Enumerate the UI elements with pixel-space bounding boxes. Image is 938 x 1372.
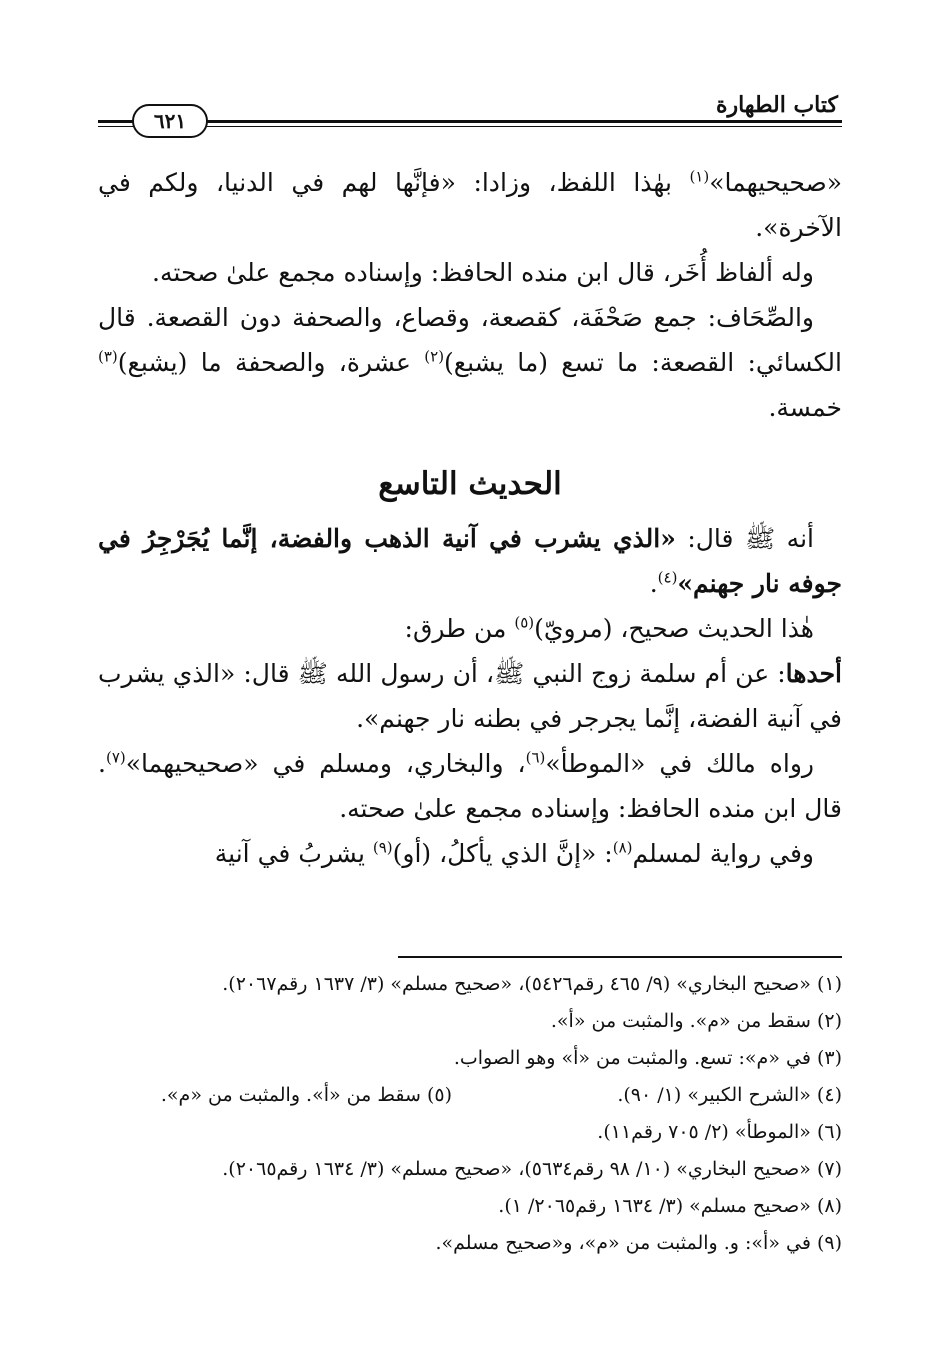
footnote-5: (٥) سقط من «أ». والمثبت من «م». xyxy=(160,1084,452,1106)
text-span: . قال ابن منده الحافظ: وإسناده مجمع علىٰ صحته. xyxy=(98,749,842,823)
footnote-7: (٧) «صحيح البخاري» (١٠/ ٩٨ رقم٥٦٣٤)، «صحيح مسلم» (٣/ ١٦٣٤ رقم٢٠٦٥). xyxy=(222,1158,842,1180)
footnote-1: (١) «صحيح البخاري» (٩/ ٤٦٥ رقم٥٤٢٦)، «صحيح مسلم» (٣/ ١٦٣٧ رقم٢٠٦٧). xyxy=(222,973,842,995)
footnote-ref-8: (٨) xyxy=(612,838,633,857)
paragraph-1 xyxy=(98,160,842,250)
footnote-ref-4: (٤) xyxy=(657,568,678,587)
header-rule-thick xyxy=(198,120,842,123)
paragraph-5 xyxy=(98,606,842,651)
footnote-ref-9: (٩) xyxy=(372,838,393,857)
footnote-2: (٢) سقط من «م». والمثبت من «أ». xyxy=(550,1010,842,1032)
footnotes xyxy=(98,966,842,1262)
section-heading: الحديث التاسع xyxy=(378,466,562,502)
footnote-6: (٦) «الموطأ» (٢/ ٧٠٥ رقم١١). xyxy=(597,1121,842,1143)
page-header xyxy=(98,92,842,136)
footnote-4: (٤) «الشرح الكبير» (١/ ٩٠). xyxy=(617,1084,842,1106)
footnote-ref-1: (١) xyxy=(689,167,710,186)
footnote-ref-5: (٥) xyxy=(514,613,535,632)
paragraph-hadith xyxy=(98,516,842,606)
text-span: «صحيحيهما» xyxy=(709,168,842,197)
text-span: خمسة. xyxy=(768,393,842,422)
paragraph-3 xyxy=(98,295,842,430)
footnote-ref-6: (٦) xyxy=(525,748,546,767)
text-span: من طرق: xyxy=(404,614,515,643)
main-text xyxy=(98,160,842,876)
text-span: يشربُ في آنية xyxy=(214,839,373,868)
text-span: رواه مالك في «الموطأ» xyxy=(545,749,814,778)
bold-lead: أحدها xyxy=(785,659,842,688)
page-number: ٦٢١ xyxy=(132,104,208,138)
text-span: بهٰذا اللفظ، وزادا: «فإنَّها لهم في الدنيا، ولكم في الآخرة». xyxy=(98,168,842,242)
text-span: أنه ﷺ قال: xyxy=(675,524,814,553)
text-span: : «إنَّ الذي يأكلُ، (أو) xyxy=(392,839,613,868)
footnote-8: (٨) «صحيح مسلم» (٣/ ١٦٣٤ رقم٢٠٦٥/ ١). xyxy=(498,1195,842,1217)
text-span: عشرة، والصحفة ما (يشبع) xyxy=(117,348,425,377)
text-span: ، والبخاري، ومسلم في «صحيحيهما» xyxy=(125,749,526,778)
header-rule-thin xyxy=(198,126,842,127)
text-span: وفي رواية لمسلم xyxy=(632,839,814,868)
paragraph-6 xyxy=(98,651,842,741)
text-span: هٰذا الحديث صحيح، (مرويّ) xyxy=(534,614,814,643)
footnote-pair-4-5 xyxy=(98,1077,842,1114)
chapter-title: كتاب الطهارة xyxy=(715,92,838,118)
footnote-ref-7: (٧) xyxy=(105,748,126,767)
footnote-9: (٩) في «أ»: و. والمثبت من «م»، و«صحيح مسلم». xyxy=(435,1232,842,1254)
footnote-ref-3: (٣) xyxy=(98,347,118,366)
text-span: : عن أم سلمة زوج النبي ﷺ، أن رسول الله ﷺ قال: «الذي يشرب في آنية الفضة، إنَّما يجرجر في بطنه نار جهنم». xyxy=(98,659,842,733)
footnote-divider xyxy=(398,956,842,958)
text-span: والصِّحَاف: جمع صَحْفَة، كقصعة، وقصاع، والصحفة دون القصعة. قال الكسائي: القصعة: ما تسع (ما يشبع) xyxy=(98,303,842,377)
hadith-text: «الذي يشرب في آنية الذهب والفضة، إنَّما يُجَرْجِرُ في جوفه نار جهنم» xyxy=(98,524,842,598)
paragraph-7 xyxy=(98,741,842,831)
paragraph-8 xyxy=(98,831,842,876)
footnote-3: (٣) في «م»: تسع. والمثبت من «أ» وهو الصواب. xyxy=(453,1047,842,1069)
footnote-ref-2: (٢) xyxy=(424,347,445,366)
paragraph-2: وله ألفاظ أُخَر، قال ابن منده الحافظ: وإسناده مجمع علىٰ صحته. xyxy=(152,258,814,287)
text-span: . xyxy=(649,569,658,598)
